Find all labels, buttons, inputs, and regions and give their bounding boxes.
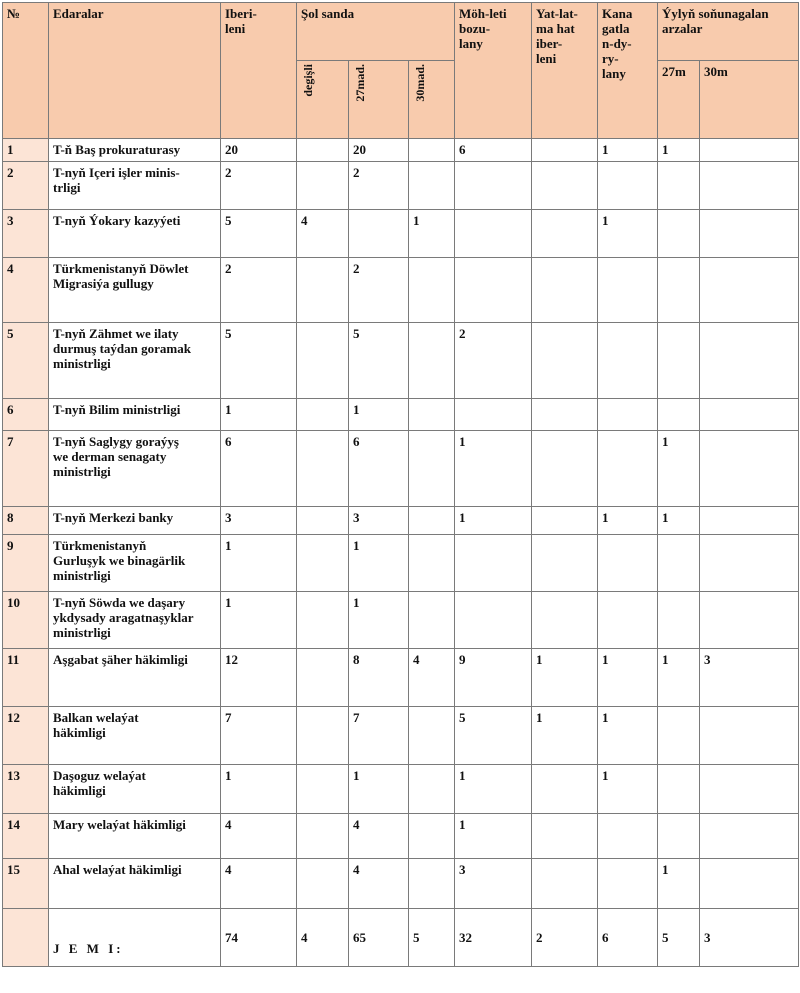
table-row xyxy=(3,814,799,859)
cell-moh xyxy=(455,210,532,258)
cell-kan xyxy=(598,592,658,649)
table-row xyxy=(3,162,799,210)
cell-name: Mary welaýat häkimligi xyxy=(49,814,221,859)
cell-name: T-nyň Zähmet we ilaty durmuş taýdan goramak ministrligi xyxy=(49,323,221,399)
cell-yat xyxy=(532,210,598,258)
cell-m27: 6 xyxy=(349,431,409,507)
cell-iberileni: 3 xyxy=(221,507,297,535)
cell-y30 xyxy=(700,210,799,258)
cell-no: 1 xyxy=(3,139,49,162)
cell-m27: 5 xyxy=(349,323,409,399)
cell-m30 xyxy=(409,814,455,859)
table-row xyxy=(3,649,799,707)
cell-moh: 2 xyxy=(455,323,532,399)
cell-iberileni: 2 xyxy=(221,162,297,210)
cell-degisli xyxy=(297,258,349,323)
table-row xyxy=(3,765,799,814)
cell-name: Daşoguz welaýat häkimligi xyxy=(49,765,221,814)
cell-y30 xyxy=(700,162,799,210)
cell-m30 xyxy=(409,707,455,765)
cell-total-degisli: 4 xyxy=(297,909,349,967)
cell-moh: 1 xyxy=(455,507,532,535)
cell-name: T-ň Baş prokuraturasy xyxy=(49,139,221,162)
cell-iberileni: 2 xyxy=(221,258,297,323)
cell-m27: 4 xyxy=(349,859,409,909)
report-table xyxy=(2,2,799,967)
cell-iberileni: 20 xyxy=(221,139,297,162)
cell-y30 xyxy=(700,139,799,162)
header-edaralar: Edaralar xyxy=(49,3,221,139)
cell-no: 15 xyxy=(3,859,49,909)
table-row xyxy=(3,431,799,507)
cell-total-kan: 6 xyxy=(598,909,658,967)
cell-kan: 1 xyxy=(598,649,658,707)
cell-y27 xyxy=(658,814,700,859)
cell-name: Aşgabat şäher häkimligi xyxy=(49,649,221,707)
cell-y27 xyxy=(658,592,700,649)
cell-no: 5 xyxy=(3,323,49,399)
cell-m27: 3 xyxy=(349,507,409,535)
cell-y30 xyxy=(700,258,799,323)
cell-no: 6 xyxy=(3,399,49,431)
cell-total-moh: 32 xyxy=(455,909,532,967)
cell-degisli xyxy=(297,162,349,210)
cell-y27 xyxy=(658,210,700,258)
cell-degisli: 4 xyxy=(297,210,349,258)
cell-name: Türkmenistanyň Gurluşyk we binagärlik ministrligi xyxy=(49,535,221,592)
header-yatlatma: Yat-lat- ma hat iber- leni xyxy=(532,3,598,139)
cell-kan xyxy=(598,323,658,399)
cell-y27 xyxy=(658,765,700,814)
cell-iberileni: 1 xyxy=(221,765,297,814)
cell-m30 xyxy=(409,162,455,210)
cell-name: T-nyň Ýokary kazyýeti xyxy=(49,210,221,258)
cell-no: 9 xyxy=(3,535,49,592)
cell-yat xyxy=(532,507,598,535)
table-row xyxy=(3,707,799,765)
cell-m27: 2 xyxy=(349,258,409,323)
header-no: № xyxy=(3,3,49,139)
cell-yat xyxy=(532,258,598,323)
table-row xyxy=(3,507,799,535)
header-yylyn: Ýylyň soňunagalan arzalar xyxy=(658,3,799,61)
cell-no: 8 xyxy=(3,507,49,535)
cell-m30 xyxy=(409,765,455,814)
cell-moh xyxy=(455,399,532,431)
cell-yat xyxy=(532,399,598,431)
cell-moh: 1 xyxy=(455,431,532,507)
cell-yat xyxy=(532,765,598,814)
cell-name: T-nyň Merkezi banky xyxy=(49,507,221,535)
cell-m30 xyxy=(409,323,455,399)
table-body xyxy=(3,139,799,967)
cell-iberileni: 1 xyxy=(221,399,297,431)
cell-m30 xyxy=(409,535,455,592)
cell-degisli xyxy=(297,323,349,399)
cell-m30 xyxy=(409,431,455,507)
cell-no: 11 xyxy=(3,649,49,707)
cell-yat xyxy=(532,323,598,399)
cell-no: 10 xyxy=(3,592,49,649)
header-yylyn-27m: 27m xyxy=(658,61,700,139)
cell-yat xyxy=(532,535,598,592)
cell-no: 12 xyxy=(3,707,49,765)
table-row xyxy=(3,859,799,909)
cell-m30: 1 xyxy=(409,210,455,258)
cell-kan xyxy=(598,431,658,507)
cell-name: T-nyň Saglygy goraýyş we derman senagaty ministrligi xyxy=(49,431,221,507)
cell-degisli xyxy=(297,649,349,707)
header-degisli xyxy=(297,61,349,139)
cell-m27: 4 xyxy=(349,814,409,859)
cell-iberileni: 7 xyxy=(221,707,297,765)
cell-kan: 1 xyxy=(598,507,658,535)
cell-degisli xyxy=(297,139,349,162)
cell-degisli xyxy=(297,592,349,649)
table-row xyxy=(3,210,799,258)
cell-y27: 1 xyxy=(658,139,700,162)
cell-kan: 1 xyxy=(598,210,658,258)
cell-no: 4 xyxy=(3,258,49,323)
header-27mad xyxy=(349,61,409,139)
header-sol-sanda: Şol sanda xyxy=(297,3,455,61)
cell-yat xyxy=(532,139,598,162)
cell-kan xyxy=(598,814,658,859)
cell-iberileni: 1 xyxy=(221,592,297,649)
header-kanagat: Kana gatla n-dy- ry- lany xyxy=(598,3,658,139)
cell-moh: 5 xyxy=(455,707,532,765)
cell-yat xyxy=(532,162,598,210)
cell-m30 xyxy=(409,399,455,431)
cell-degisli xyxy=(297,707,349,765)
cell-no: 2 xyxy=(3,162,49,210)
cell-total-yat: 2 xyxy=(532,909,598,967)
cell-m30: 4 xyxy=(409,649,455,707)
cell-m30 xyxy=(409,507,455,535)
cell-iberileni: 5 xyxy=(221,323,297,399)
table-row xyxy=(3,139,799,162)
cell-y27: 1 xyxy=(658,431,700,507)
table-row xyxy=(3,258,799,323)
cell-total-y27: 5 xyxy=(658,909,700,967)
cell-y30 xyxy=(700,814,799,859)
cell-y27: 1 xyxy=(658,859,700,909)
cell-y30 xyxy=(700,399,799,431)
cell-y27 xyxy=(658,162,700,210)
cell-degisli xyxy=(297,535,349,592)
cell-y30 xyxy=(700,535,799,592)
cell-moh: 1 xyxy=(455,765,532,814)
header-moh-leti: Möh-leti bozu- lany xyxy=(455,3,532,139)
total-label: J E M I: xyxy=(49,909,221,967)
cell-y27 xyxy=(658,707,700,765)
cell-no: 13 xyxy=(3,765,49,814)
cell-total-m27: 65 xyxy=(349,909,409,967)
cell-degisli xyxy=(297,399,349,431)
cell-degisli xyxy=(297,765,349,814)
header-30mad-label: 30mad. xyxy=(413,64,427,102)
cell-m27 xyxy=(349,210,409,258)
cell-m27: 7 xyxy=(349,707,409,765)
cell-m27: 8 xyxy=(349,649,409,707)
cell-iberileni: 12 xyxy=(221,649,297,707)
cell-name: T-nyň Bilim ministrligi xyxy=(49,399,221,431)
cell-moh xyxy=(455,162,532,210)
cell-moh: 9 xyxy=(455,649,532,707)
cell-m27: 20 xyxy=(349,139,409,162)
cell-kan: 1 xyxy=(598,139,658,162)
cell-kan: 1 xyxy=(598,707,658,765)
cell-moh: 1 xyxy=(455,814,532,859)
cell-total-m30: 5 xyxy=(409,909,455,967)
table-row xyxy=(3,592,799,649)
cell-kan xyxy=(598,162,658,210)
cell-name: T-nyň Içeri işler minis- trligi xyxy=(49,162,221,210)
cell-yat xyxy=(532,859,598,909)
cell-iberileni: 4 xyxy=(221,859,297,909)
header-iberileni: Iberi- leni xyxy=(221,3,297,139)
cell-m27: 2 xyxy=(349,162,409,210)
cell-degisli xyxy=(297,859,349,909)
cell-y27 xyxy=(658,399,700,431)
cell-no: 7 xyxy=(3,431,49,507)
header-30mad xyxy=(409,61,455,139)
cell-iberileni: 4 xyxy=(221,814,297,859)
cell-kan: 1 xyxy=(598,765,658,814)
cell-degisli xyxy=(297,431,349,507)
cell-no: 14 xyxy=(3,814,49,859)
cell-y30 xyxy=(700,765,799,814)
cell-yat xyxy=(532,431,598,507)
cell-iberileni: 6 xyxy=(221,431,297,507)
cell-y30 xyxy=(700,707,799,765)
cell-total-no xyxy=(3,909,49,967)
cell-y30 xyxy=(700,592,799,649)
cell-m30 xyxy=(409,592,455,649)
cell-y30 xyxy=(700,507,799,535)
cell-no: 3 xyxy=(3,210,49,258)
cell-moh xyxy=(455,258,532,323)
cell-y30: 3 xyxy=(700,649,799,707)
cell-m30 xyxy=(409,859,455,909)
cell-degisli xyxy=(297,814,349,859)
cell-yat: 1 xyxy=(532,649,598,707)
cell-total-y30: 3 xyxy=(700,909,799,967)
cell-y27 xyxy=(658,258,700,323)
cell-moh xyxy=(455,592,532,649)
cell-m30 xyxy=(409,139,455,162)
cell-yat xyxy=(532,592,598,649)
header-degisli-label: degişli xyxy=(301,64,315,97)
cell-kan xyxy=(598,399,658,431)
cell-yat: 1 xyxy=(532,707,598,765)
cell-y27: 1 xyxy=(658,649,700,707)
cell-y27 xyxy=(658,535,700,592)
cell-m27: 1 xyxy=(349,399,409,431)
table-header xyxy=(3,3,799,139)
header-yylyn-30m: 30m xyxy=(700,61,799,139)
cell-name: Ahal welaýat häkimligi xyxy=(49,859,221,909)
cell-y30 xyxy=(700,431,799,507)
cell-kan xyxy=(598,535,658,592)
cell-name: T-nyň Söwda we daşary ykdysady aragatnaşyklar ministrligi xyxy=(49,592,221,649)
cell-moh: 6 xyxy=(455,139,532,162)
cell-y27: 1 xyxy=(658,507,700,535)
cell-moh: 3 xyxy=(455,859,532,909)
cell-degisli xyxy=(297,507,349,535)
table-row xyxy=(3,399,799,431)
cell-m27: 1 xyxy=(349,592,409,649)
header-27mad-label: 27mad. xyxy=(353,64,367,102)
total-row xyxy=(3,909,799,967)
cell-y30 xyxy=(700,859,799,909)
cell-moh xyxy=(455,535,532,592)
cell-name: Balkan welaýat häkimligi xyxy=(49,707,221,765)
cell-m27: 1 xyxy=(349,535,409,592)
cell-kan xyxy=(598,859,658,909)
cell-iberileni: 1 xyxy=(221,535,297,592)
table-row xyxy=(3,535,799,592)
cell-y27 xyxy=(658,323,700,399)
cell-name: Türkmenistanyň Döwlet Migrasiýa gullugy xyxy=(49,258,221,323)
cell-y30 xyxy=(700,323,799,399)
cell-iberileni: 5 xyxy=(221,210,297,258)
cell-m27: 1 xyxy=(349,765,409,814)
table-row xyxy=(3,323,799,399)
cell-total-iberileni: 74 xyxy=(221,909,297,967)
cell-yat xyxy=(532,814,598,859)
cell-kan xyxy=(598,258,658,323)
cell-m30 xyxy=(409,258,455,323)
